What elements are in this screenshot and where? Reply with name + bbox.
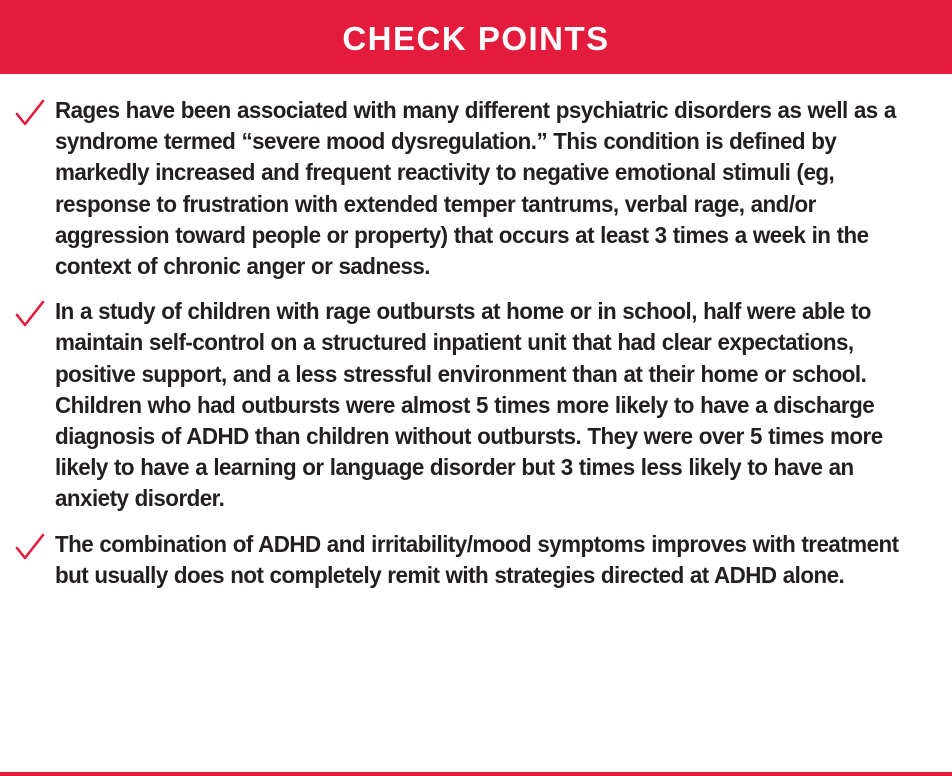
checkpoint-text: Rages have been associated with many different psychiatric disorders as well as a syndrome termed “severe mood dysregulation.” This condition is defined by markedly increased and frequent reactivity to negative emotional stimuli (eg, response to frustration with extended temper tantrums, verbal rage, and/or aggression toward people or property) that occurs at least 3 times a week in the context of chronic anger or sadness. — [55, 97, 896, 280]
checkmark-icon — [15, 300, 45, 328]
bottom-divider — [0, 772, 952, 776]
checkmark-icon — [15, 533, 45, 561]
checkpoints-list — [0, 95, 952, 605]
header-title: CHECK POINTS — [342, 19, 610, 57]
checkpoint-item — [0, 95, 952, 282]
checkpoint-text: The combination of ADHD and irritability/mood symptoms improves with treatment but usually does not completely remit with strategies directed at ADHD alone. — [55, 530, 899, 588]
checkpoint-item — [0, 296, 952, 514]
checkpoint-item — [0, 529, 952, 591]
check-points-header — [0, 0, 952, 74]
checkpoint-text: In a study of children with rage outbursts at home or in school, half were able to maintain self-control on a structured inpatient unit that had clear expectations, positive support, and a less stressful environment than at their home or school. Children who had outbursts were almost 5 times more likely to have a discharge diagnosis of ADHD than children without outbursts. They were over 5 times more likely to have a learning or language disorder but 3 times less likely to have an anxiety disorder. — [55, 298, 883, 512]
checkmark-icon — [15, 99, 45, 127]
